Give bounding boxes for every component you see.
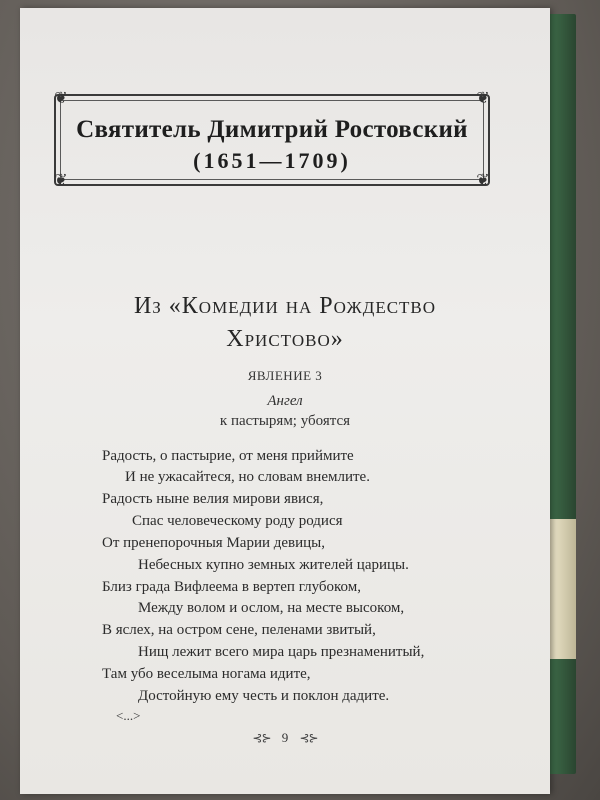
verse-line: Радость ныне велия мирови явися, xyxy=(102,491,324,507)
verse-line: От пренепорочныя Марии девицы, xyxy=(102,535,326,551)
verse-line: Небесных купно земных жителей царицы. xyxy=(138,557,409,573)
verse-line: Достойную ему честь и поклон дадите. xyxy=(138,688,390,704)
author-years: (1651—1709) xyxy=(193,148,351,173)
verse-line: Близ града Вифлеема в вертеп глубоком, xyxy=(102,579,361,595)
author-header-frame xyxy=(54,90,490,189)
verse-line: В яслех, на остром сене, пеленами звитый, xyxy=(102,622,376,638)
ornament-corner-icon: ❦ xyxy=(54,172,68,189)
omission-mark: <...> xyxy=(116,708,141,723)
verse-line: Нищ лежит всего мира царь презнаменитый, xyxy=(138,644,425,660)
ornament-corner-icon: ❦ xyxy=(54,90,68,107)
work-title xyxy=(60,290,510,356)
author-name: Святитель Димитрий Ростовский xyxy=(76,116,468,143)
page-footer xyxy=(20,730,550,746)
book-page xyxy=(20,8,550,794)
ornament-corner-icon: ❦ xyxy=(476,90,490,107)
verse-line: Спас человеческому роду родися xyxy=(132,513,343,529)
work-title-line: Христово» xyxy=(226,326,344,352)
verse-line: Там убо веселыма ногама идите, xyxy=(102,666,311,682)
ornament-corner-icon: ❦ xyxy=(476,172,490,189)
work-title-line: Из «Комедии на Рождество xyxy=(133,293,437,319)
verse-line: И не ужасайтеся, но словам внемлите. xyxy=(125,469,370,485)
ornament-right-icon: ⊰⊱ xyxy=(299,731,318,745)
scene-heading: ЯВЛЕНИЕ 3 xyxy=(247,368,323,383)
stage-direction: к пастырям; убоятся xyxy=(219,413,351,429)
page-number: 9 xyxy=(281,730,289,745)
verse-line: Радость, о пастырие, от меня приймите xyxy=(102,448,354,464)
ornament-left-icon: ⊰⊱ xyxy=(252,731,271,745)
verse-line: Между волом и ослом, на месте высоком, xyxy=(138,600,405,616)
speaker-name: Ангел xyxy=(267,393,303,409)
